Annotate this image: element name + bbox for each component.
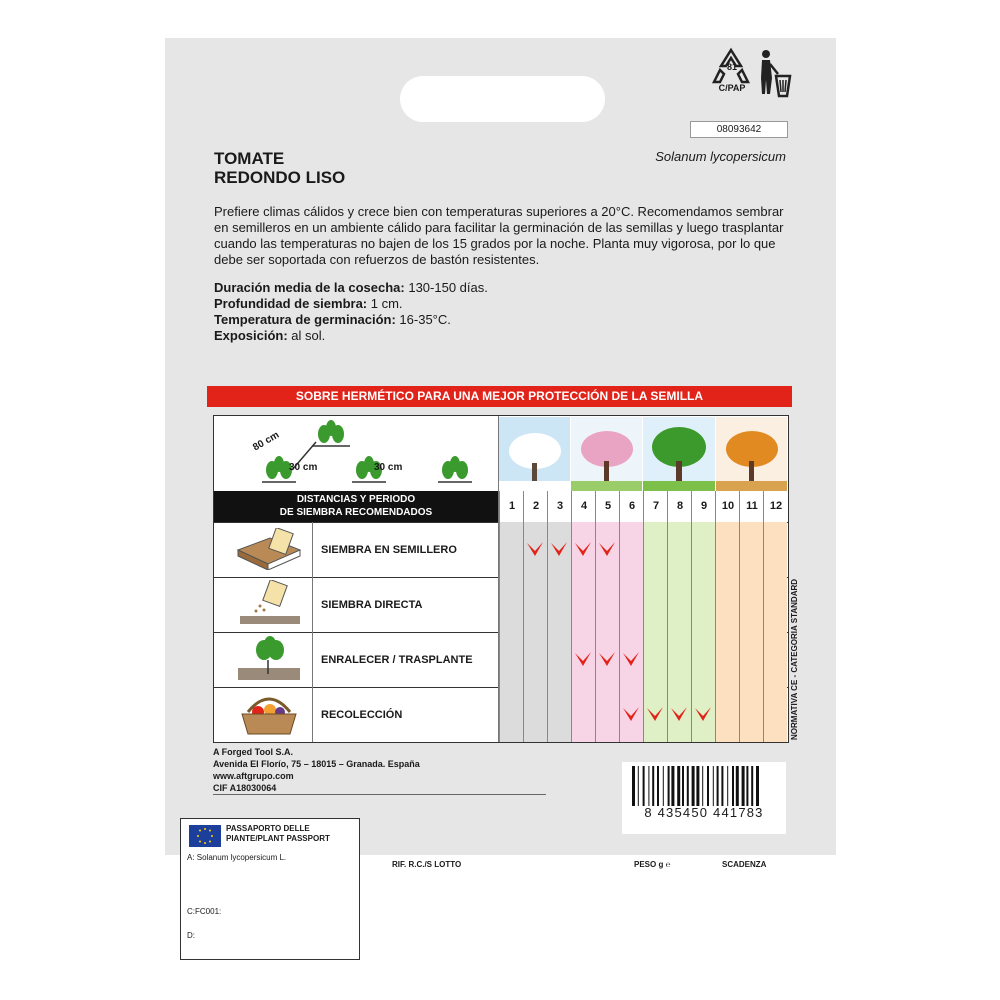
barcode-bar xyxy=(721,766,723,806)
scientific-name: Solanum lycopersicum xyxy=(655,149,786,164)
dispose-bin-icon xyxy=(756,48,792,98)
month-header: 6 xyxy=(619,491,644,522)
month-header: 11 xyxy=(739,491,764,522)
row-distance: 80 cm xyxy=(251,429,282,454)
row-label: ENRALECER / TRASPLANTE xyxy=(321,654,473,666)
check-mark xyxy=(670,705,688,723)
eu-flag-icon xyxy=(189,825,221,847)
month-header: 8 xyxy=(667,491,692,522)
passport-line-c: C:FC001: xyxy=(187,907,222,916)
barcode-bar xyxy=(663,766,664,806)
direct-sow-icon xyxy=(234,580,304,628)
month-header: 4 xyxy=(571,491,596,522)
row-label: SIEMBRA EN SEMILLERO xyxy=(321,544,457,556)
winter-tree-icon xyxy=(499,417,570,491)
protection-banner: SOBRE HERMÉTICO PARA UNA MEJOR PROTECCIÓN DE LA SEMILLA xyxy=(207,386,792,407)
barcode-bar xyxy=(671,766,674,806)
title-line-1: TOMATE xyxy=(214,149,285,168)
barcode-bar xyxy=(687,766,689,806)
company-web: www.aftgrupo.com xyxy=(213,771,294,781)
check-mark xyxy=(622,705,640,723)
barcode-bar xyxy=(727,766,728,806)
fact-germination: Temperatura de germinación: 16-35°C. xyxy=(214,312,451,327)
month-header: 5 xyxy=(595,491,620,522)
barcode-bars xyxy=(622,762,786,808)
passport-line-a: A: Solanum lycopersicum L. xyxy=(187,853,287,862)
barcode-bar xyxy=(692,766,695,806)
barcode-bar xyxy=(657,766,659,806)
recycle-code: C/PAP xyxy=(718,83,746,93)
column-title-line-2: DE SIEMBRA RECOMENDADOS xyxy=(279,507,433,518)
row-label: RECOLECCIÓN xyxy=(321,709,403,721)
passport-title xyxy=(226,824,330,844)
barcode-bar xyxy=(746,766,748,806)
barcode-bar xyxy=(707,766,709,806)
spring-tree-icon xyxy=(571,417,642,491)
company-cif: CIF A18030064 xyxy=(213,783,277,793)
barcode-bar xyxy=(668,766,670,806)
month-column xyxy=(739,522,763,742)
barcode-bar xyxy=(696,766,699,806)
barcode-bar xyxy=(742,766,745,806)
fact-depth: Profundidad de siembra: 1 cm. xyxy=(214,296,403,311)
barcode-bar xyxy=(717,766,719,806)
check-mark xyxy=(598,650,616,668)
sowing-calendar xyxy=(213,415,789,743)
company-divider xyxy=(213,794,546,795)
barcode-bar xyxy=(736,766,739,806)
plant-passport xyxy=(180,818,360,960)
fact-exposure: Exposición: al sol. xyxy=(214,328,326,343)
month-header: 7 xyxy=(643,491,668,522)
lot-label: RIF. R.C./S LOTTO xyxy=(392,860,462,869)
barcode-bar xyxy=(677,766,680,806)
barcode-bar xyxy=(713,766,714,806)
description: Prefiere climas cálidos y crece bien con temperaturas superiores a 20°C. Recomendamos sembrar en semilleros en un ambiente cálido para facilitar la germinación de las semillas y luego trasplantar cuando las temperaturas no bajen de los 15 grados por la noche. Planta muy vigorosa, por lo que debe ser soportada con refuerzos de bastón resistentes. xyxy=(214,204,784,267)
row-label: SIEMBRA DIRECTA xyxy=(321,599,423,611)
month-header: 1 xyxy=(499,491,524,522)
plant-distance-2: 30 cm xyxy=(374,462,403,473)
table-column-title xyxy=(214,491,498,522)
normativa-note: NORMATIVA CE - CATEGORIA STANDARD xyxy=(790,578,799,740)
harvest-basket-icon xyxy=(234,690,304,738)
month-column xyxy=(499,522,523,742)
spacing-diagram xyxy=(234,420,484,490)
expiry-label: SCADENZA xyxy=(722,860,767,869)
growing-facts xyxy=(214,280,714,344)
check-mark xyxy=(622,650,640,668)
barcode-number: 8 435450 441783 xyxy=(644,805,764,820)
company-name: A Forged Tool S.A. xyxy=(213,747,293,757)
month-header: 2 xyxy=(523,491,548,522)
table-divider xyxy=(312,522,313,742)
seed-tray-icon xyxy=(234,528,304,570)
check-mark xyxy=(646,705,664,723)
month-header: 12 xyxy=(763,491,788,522)
passport-line-d: D: xyxy=(187,931,195,940)
barcode-bar xyxy=(632,766,635,806)
column-title-line-1: DISTANCIAS Y PERIODO xyxy=(296,494,416,505)
plant-distance-1: 30 cm xyxy=(289,462,318,473)
month-column xyxy=(715,522,739,742)
barcode-bar xyxy=(751,766,753,806)
passport-title-line-2: PIANTE/PLANT PASSPORT xyxy=(226,834,330,843)
autumn-tree-icon xyxy=(716,417,787,491)
barcode-bar xyxy=(643,766,645,806)
barcode-bar xyxy=(652,766,654,806)
check-mark xyxy=(574,540,592,558)
check-mark xyxy=(550,540,568,558)
barcode xyxy=(622,762,786,834)
check-mark xyxy=(598,540,616,558)
product-title xyxy=(214,149,345,187)
month-header: 3 xyxy=(547,491,572,522)
passport-title-line-1: PASSAPORTO DELLE xyxy=(226,824,310,833)
check-mark xyxy=(526,540,544,558)
barcode-bar xyxy=(702,766,703,806)
transplant-icon xyxy=(234,636,304,684)
barcode-bar xyxy=(638,766,639,806)
check-mark xyxy=(694,705,712,723)
title-line-2: REDONDO LISO xyxy=(214,168,346,187)
company-address: Avenida El Florío, 75 – 18015 – Granada. España xyxy=(213,759,420,769)
hanger-hole xyxy=(400,76,605,122)
month-header: 9 xyxy=(691,491,716,522)
product-code: 08093642 xyxy=(690,121,788,138)
recycle-number: 81 xyxy=(726,62,737,72)
company-info xyxy=(213,746,420,794)
month-header: 10 xyxy=(715,491,740,522)
barcode-bar xyxy=(682,766,684,806)
check-mark xyxy=(574,650,592,668)
month-column xyxy=(763,522,787,742)
barcode-bar xyxy=(756,766,759,806)
barcode-bar xyxy=(648,766,649,806)
barcode-bar xyxy=(732,766,734,806)
summer-tree-icon xyxy=(643,417,715,491)
weight-label: PESO g ℮ xyxy=(634,860,671,869)
fact-harvest: Duración media de la cosecha: 130-150 días. xyxy=(214,280,488,295)
